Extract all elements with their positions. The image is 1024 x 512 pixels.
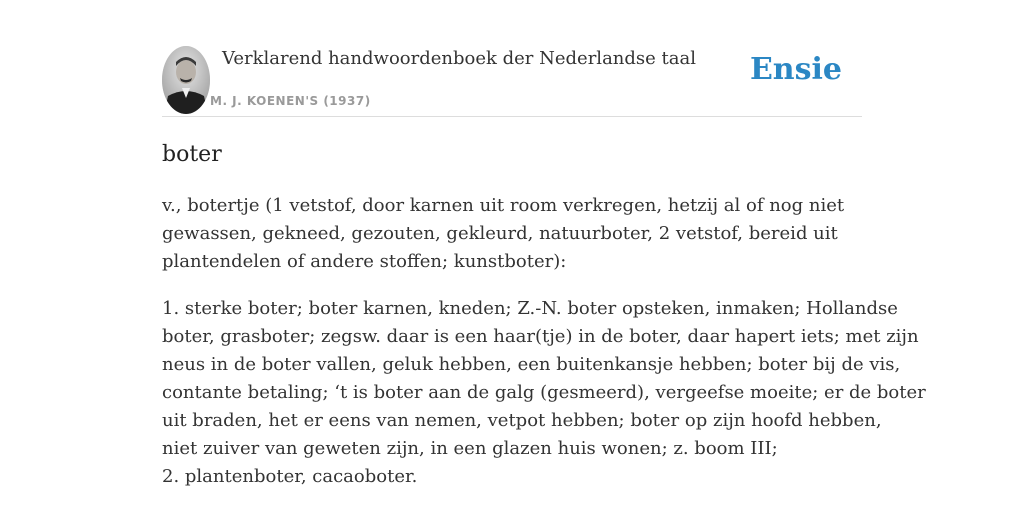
author-portrait-icon xyxy=(162,46,210,114)
definition-line: v., botertje (1 vetstof, door karnen uit room verkregen, hetzij al of nog niet xyxy=(162,195,845,216)
entry-definition xyxy=(162,192,926,510)
definition-line: neus in de boter vallen, geluk hebben, een buitenkansje hebben; boter bij de vis, xyxy=(162,354,901,375)
definition-line: contante betaling; ‘t is boter aan de galg (gesmeerd), vergeefse moeite; er de boter xyxy=(162,382,926,403)
entry-headword: boter xyxy=(162,142,222,167)
definition-line: uit braden, het er eens van nemen, vetpot hebben; boter op zijn hoofd hebben, xyxy=(162,410,882,431)
definition-line: 1. sterke boter; boter karnen, kneden; Z.-N. boter opsteken, inmaken; Hollandse xyxy=(162,298,898,319)
definition-line: niet zuiver van geweten zijn, in een glazen huis wonen; z. boom III; xyxy=(162,438,778,459)
site-header xyxy=(162,44,862,117)
definition-intro xyxy=(162,192,862,276)
definition-line: gewassen, gekneed, gezouten, gekleurd, natuurboter, 2 vetstof, bereid uit xyxy=(162,223,838,244)
dictionary-title: Verklarend handwoordenboek der Nederlandse taal xyxy=(222,48,696,69)
dictionary-author: M. J. KOENEN'S (1937) xyxy=(210,94,371,108)
definition-line: 2. plantenboter, cacaoboter. xyxy=(162,466,418,487)
definition-senses xyxy=(162,295,926,491)
definition-line: boter, grasboter; zegsw. daar is een haar(tje) in de boter, daar hapert iets; met zijn xyxy=(162,326,919,347)
definition-line: plantendelen of andere stoffen; kunstboter): xyxy=(162,251,567,272)
ensie-logo-link[interactable]: Ensie xyxy=(749,52,842,87)
